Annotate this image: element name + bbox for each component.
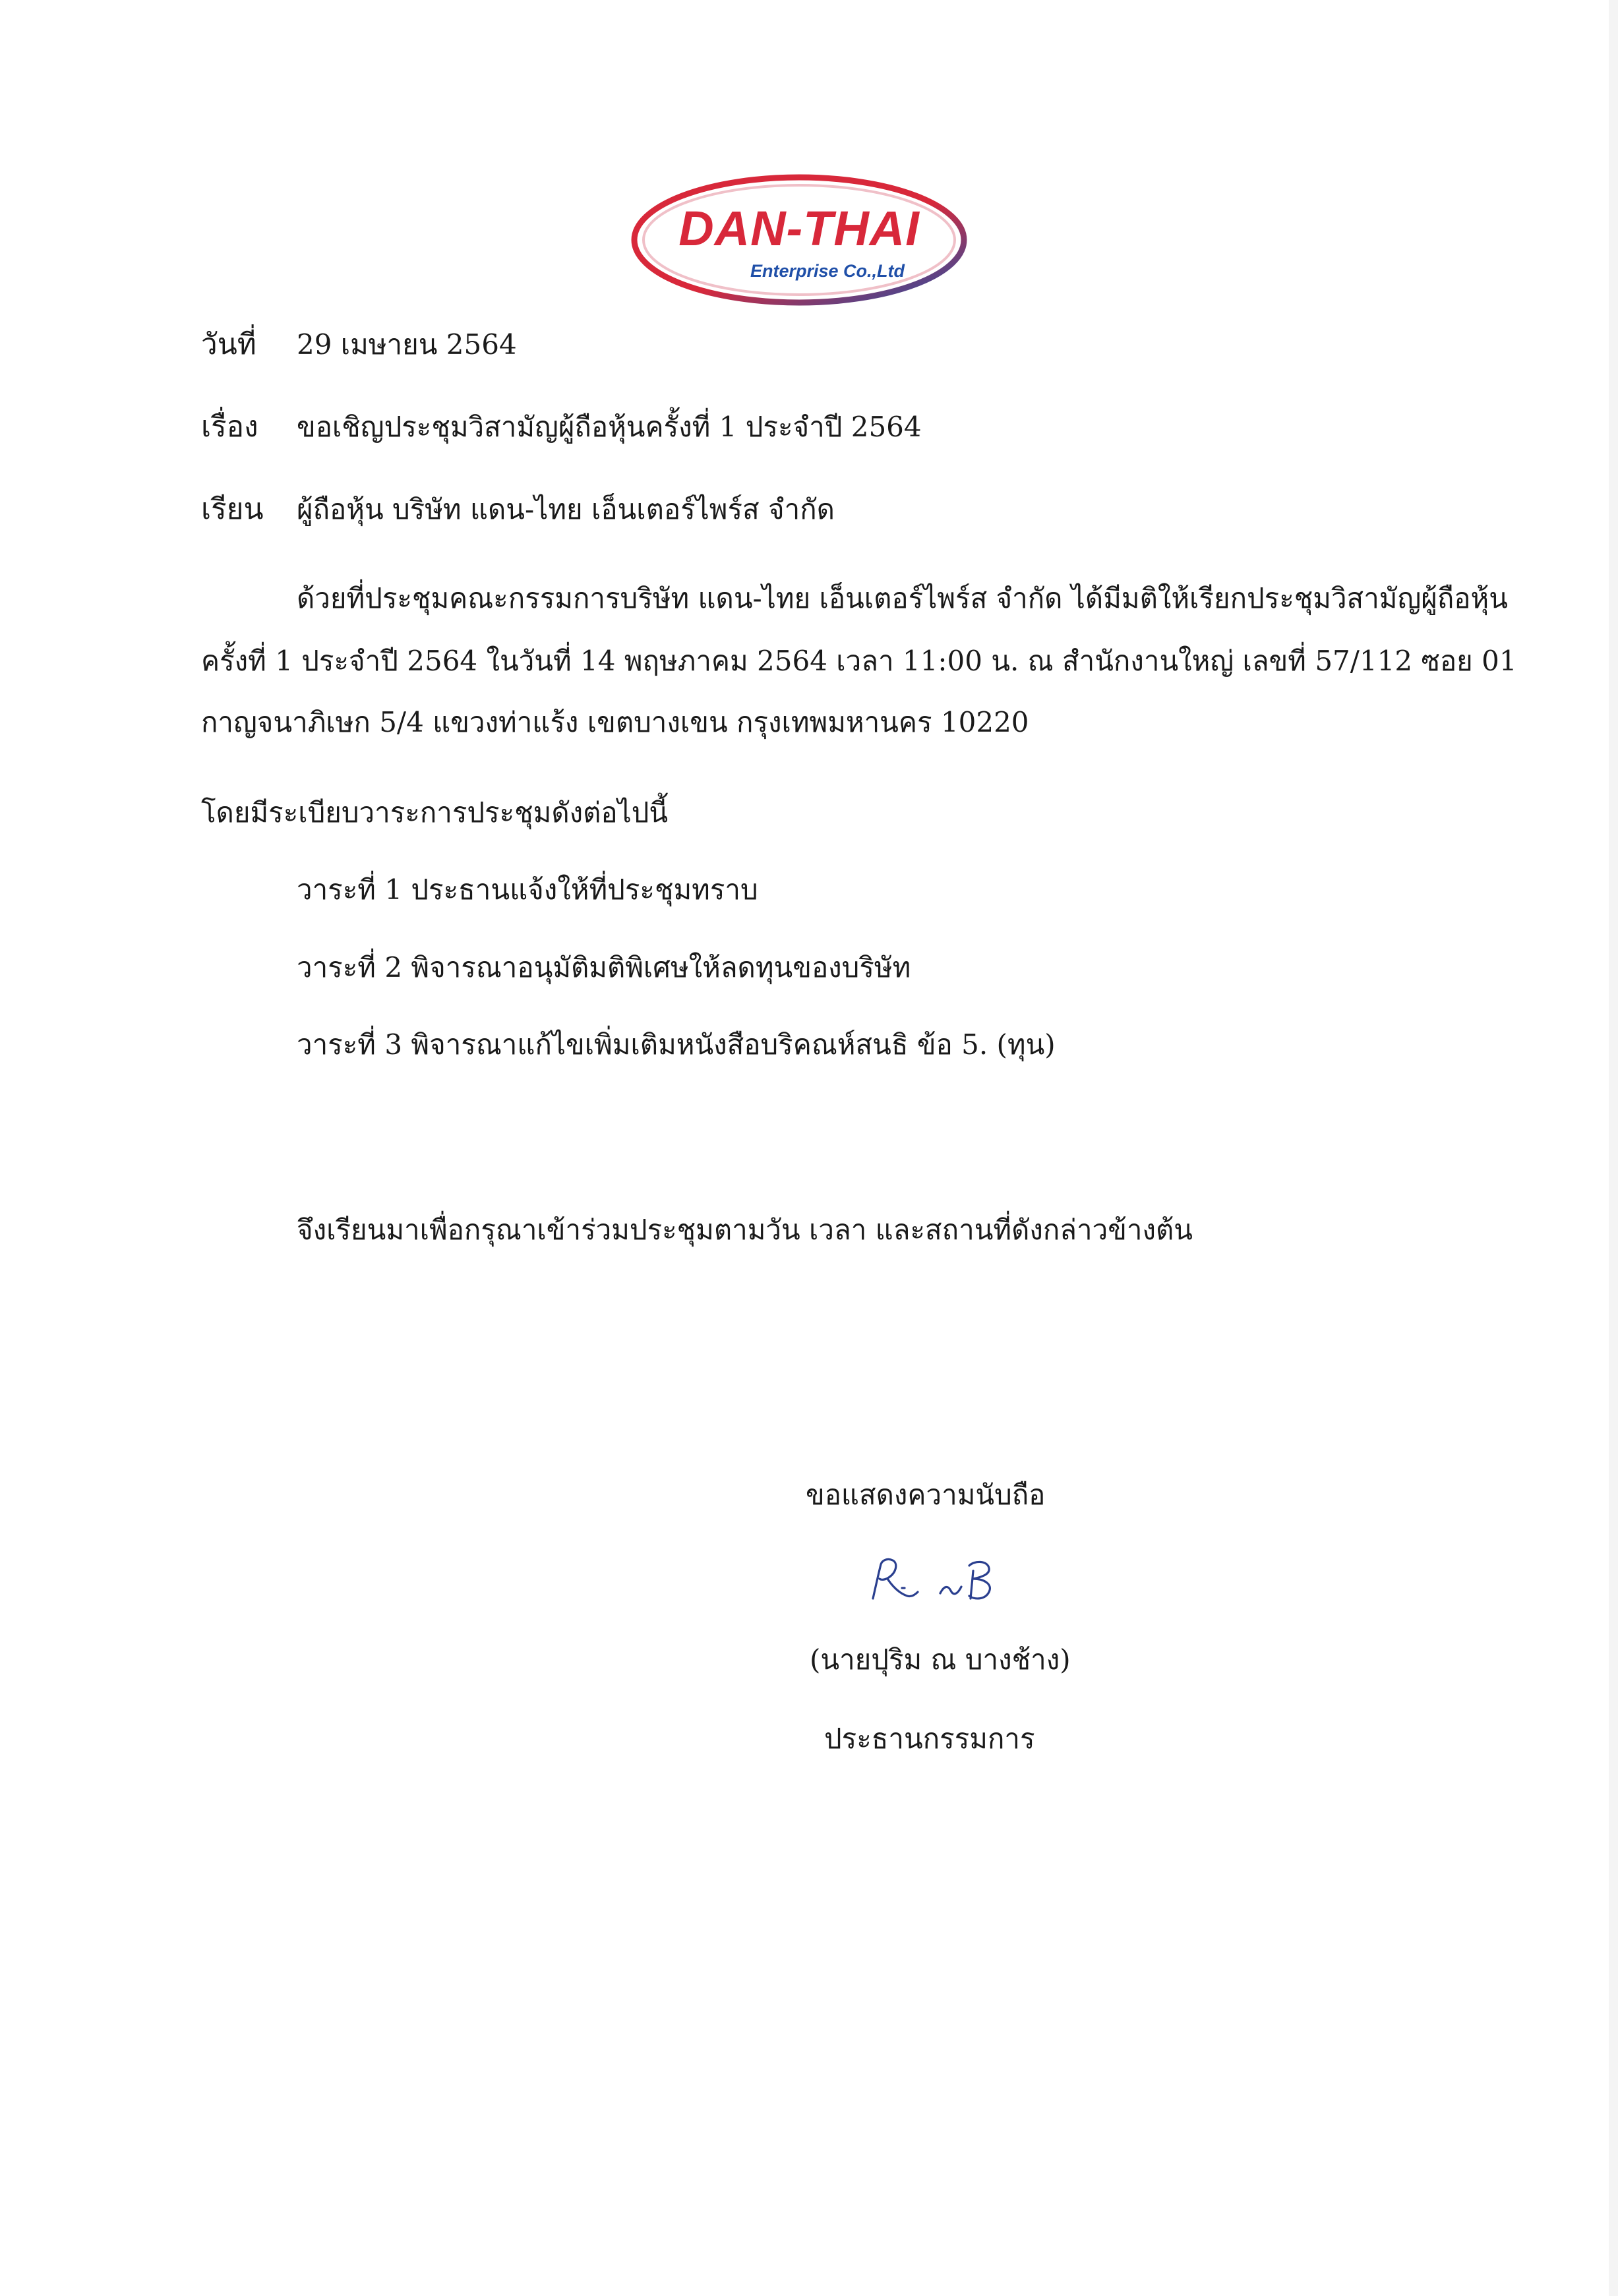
date-value: 29 เมษายน 2564	[297, 328, 517, 361]
company-logo	[630, 173, 969, 308]
agenda-item-1: วาระที่ 1 ประธานแจ้งให้ที่ประชุมทราบ	[297, 873, 758, 906]
logo-brand: DAN-THAI	[678, 201, 920, 256]
handwritten-signature	[864, 1552, 1015, 1612]
scan-edge-shadow	[1609, 0, 1618, 2296]
agenda-item-3: วาระที่ 3 พิจารณาแก้ไขเพิ่มเติมหนังสือบริคณห์สนธิ ข้อ 5. (ทุน)	[297, 1028, 1056, 1061]
to-label: เรียน	[201, 492, 264, 526]
logo-tagline: Enterprise Co.,Ltd	[750, 261, 905, 281]
agenda-item-2: วาระที่ 2 พิจารณาอนุมัติมติพิเศษให้ลดทุนของบริษัท	[297, 951, 911, 984]
body-paragraph-line-3: กาญจนาภิเษก 5/4 แขวงท่าแร้ง เขตบางเขน กรุงเทพมหานคร 10220	[201, 706, 1029, 738]
body-paragraph-line-2: ครั้งที่ 1 ประจำปี 2564 ในวันที่ 14 พฤษภาคม 2564 เวลา 11:00 น. ณ สำนักงานใหญ่ เลขที่ 57/112 ซอย 01	[201, 645, 1517, 677]
regards-text: ขอแสดงความนับถือ	[806, 1479, 1046, 1511]
subject-value: ขอเชิญประชุมวิสามัญผู้ถือหุ้นครั้งที่ 1 ประจำปี 2564	[297, 411, 922, 443]
body-paragraph-line-1: ด้วยที่ประชุมคณะกรรมการบริษัท แดน-ไทย เอ็นเตอร์ไพร์ส จำกัด ได้มีมติให้เรียกประชุมวิสามัญผู้ถือหุ้น	[297, 582, 1508, 614]
to-value: ผู้ถือหุ้น บริษัท แดน-ไทย เอ็นเตอร์ไพร์ส จำกัด	[297, 493, 835, 525]
signatory-name: (นายปุริม ณ บางช้าง)	[810, 1643, 1071, 1676]
closing-sentence: จึงเรียนมาเพื่อกรุณาเข้าร่วมประชุมตามวัน เวลา และสถานที่ดังกล่าวข้างต้น	[297, 1214, 1193, 1246]
subject-label: เรื่อง	[201, 410, 258, 444]
date-label: วันที่	[201, 328, 256, 361]
signatory-title: ประธานกรรมการ	[824, 1722, 1035, 1755]
agenda-intro: โดยมีระเบียบวาระการประชุมดังต่อไปนี้	[201, 796, 669, 829]
